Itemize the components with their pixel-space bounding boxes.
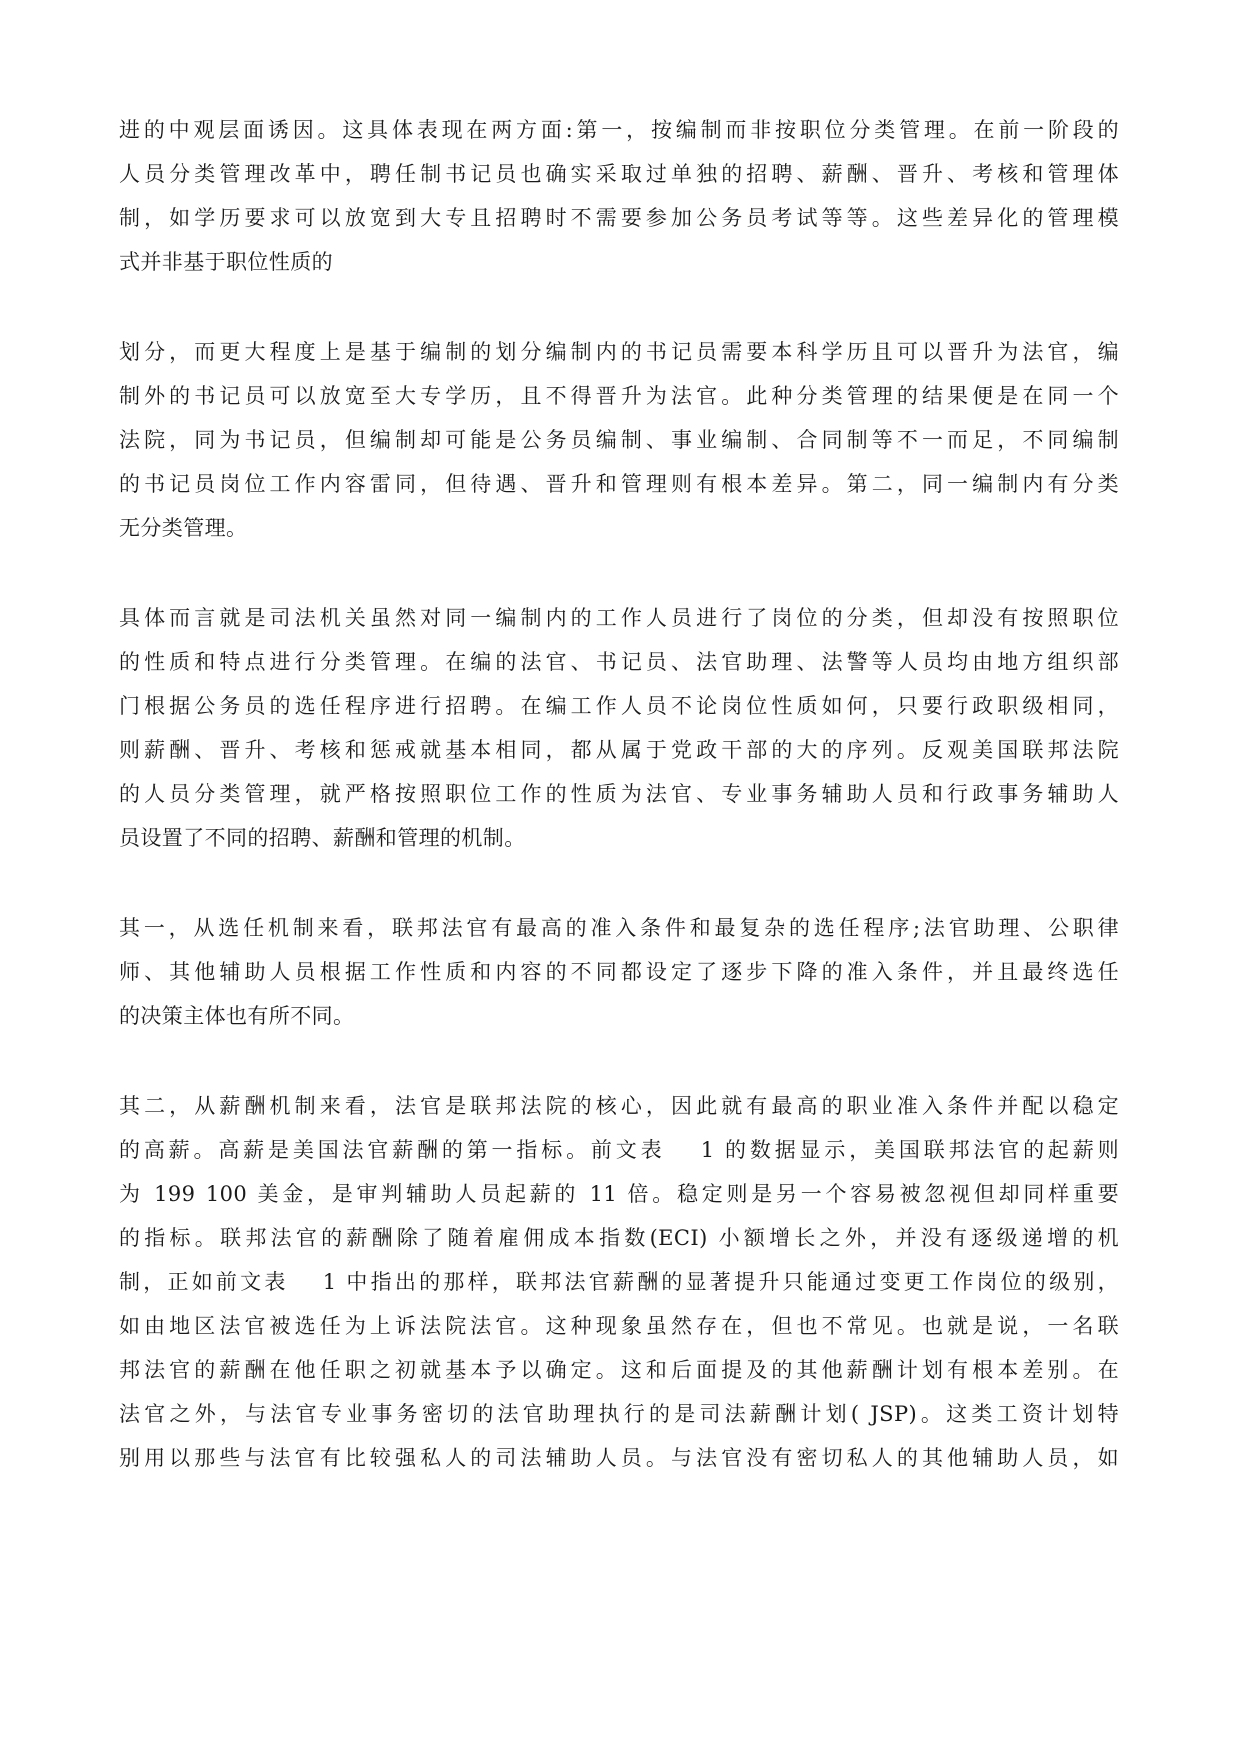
- paragraph-line: 制外的书记员可以放宽至大专学历，且不得晋升为法官。此种分类管理的结果便是在同一个: [119, 384, 1119, 408]
- paragraph-line: 制，正如前文表 1 中指出的那样，联邦法官薪酬的显著提升只能通过变更工作岗位的级别，: [119, 1270, 1119, 1294]
- paragraph-line: 的决策主体也有所不同。: [119, 1004, 355, 1028]
- paragraph-line: 划分，而更大程度上是基于编制的划分编制内的书记员需要本科学历且可以晋升为法官，编: [119, 340, 1119, 364]
- paragraph-line: 师、其他辅助人员根据工作性质和内容的不同都设定了逐步下降的准入条件，并且最终选任: [119, 960, 1119, 984]
- paragraph-line: 制，如学历要求可以放宽到大专且招聘时不需要参加公务员考试等等。这些差异化的管理模: [119, 206, 1119, 230]
- paragraph-line: 则薪酬、晋升、考核和惩戒就基本相同，都从属于党政干部的大的序列。反观美国联邦法院: [119, 738, 1119, 762]
- paragraph-line: 具体而言就是司法机关虽然对同一编制内的工作人员进行了岗位的分类，但却没有按照职位: [119, 606, 1119, 630]
- paragraph-line: 的性质和特点进行分类管理。在编的法官、书记员、法官助理、法警等人员均由地方组织部: [119, 650, 1119, 674]
- paragraph-line: 的书记员岗位工作内容雷同，但待遇、晋升和管理则有根本差异。第二，同一编制内有分类: [119, 472, 1119, 496]
- paragraph-line: 为 199 100 美金，是审判辅助人员起薪的 11 倍。稳定则是另一个容易被忽视但却同样重要: [119, 1182, 1119, 1206]
- paragraph-line: 别用以那些与法官有比较强私人的司法辅助人员。与法官没有密切私人的其他辅助人员，如: [119, 1446, 1119, 1470]
- paragraph-line: 进的中观层面诱因。这具体表现在两方面:第一，按编制而非按职位分类管理。在前一阶段的: [119, 118, 1119, 142]
- paragraph-line: 门根据公务员的选任程序进行招聘。在编工作人员不论岗位性质如何，只要行政职级相同，: [119, 694, 1119, 718]
- paragraph-line: 法院，同为书记员，但编制却可能是公务员编制、事业编制、合同制等不一而足，不同编制: [119, 428, 1119, 452]
- paragraph-line: 式并非基于职位性质的: [119, 250, 333, 274]
- paragraph-line: 的高薪。高薪是美国法官薪酬的第一指标。前文表 1 的数据显示，美国联邦法官的起薪则: [119, 1138, 1119, 1162]
- paragraph-line: 法官之外，与法官专业事务密切的法官助理执行的是司法薪酬计划( JSP)。这类工资计划特: [119, 1402, 1119, 1426]
- paragraph-line: 邦法官的薪酬在他任职之初就基本予以确定。这和后面提及的其他薪酬计划有根本差别。在: [119, 1358, 1119, 1382]
- paragraph-line: 无分类管理。: [119, 516, 248, 540]
- paragraph-line: 员设置了不同的招聘、薪酬和管理的机制。: [119, 826, 526, 850]
- paragraph-line: 的指标。联邦法官的薪酬除了随着雇佣成本指数(ECI) 小额增长之外，并没有逐级递增的机: [119, 1226, 1119, 1250]
- paragraph-line: 其二，从薪酬机制来看，法官是联邦法院的核心，因此就有最高的职业准入条件并配以稳定: [119, 1094, 1119, 1118]
- paragraph-line: 的人员分类管理，就严格按照职位工作的性质为法官、专业事务辅助人员和行政事务辅助人: [119, 782, 1119, 806]
- paragraph-line: 其一，从选任机制来看，联邦法官有最高的准入条件和最复杂的选任程序;法官助理、公职律: [119, 916, 1119, 940]
- paragraph-line: 如由地区法官被选任为上诉法院法官。这种现象虽然存在，但也不常见。也就是说，一名联: [119, 1314, 1119, 1338]
- paragraph-line: 人员分类管理改革中，聘任制书记员也确实采取过单独的招聘、薪酬、晋升、考核和管理体: [119, 162, 1119, 186]
